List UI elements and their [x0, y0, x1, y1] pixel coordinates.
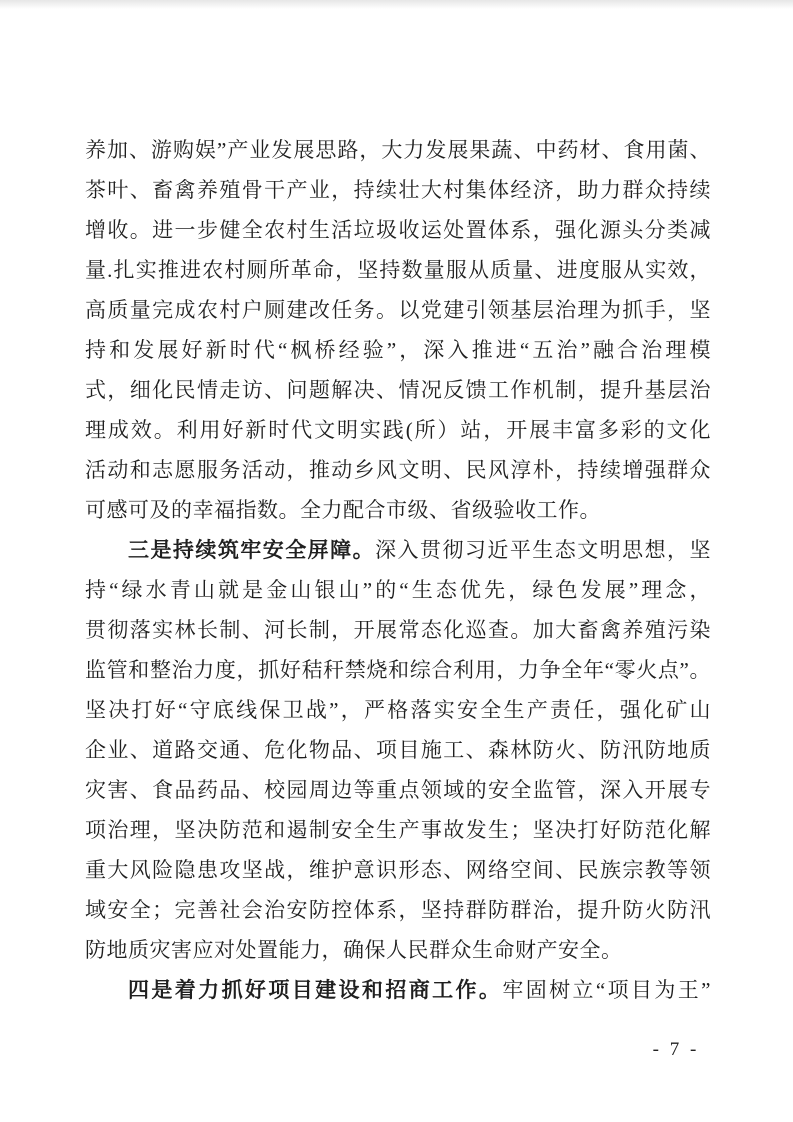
text-line [85, 690, 711, 730]
text-run: 式，细化民情走访、问题解决、情况反馈工作机制，提升基层治 [85, 378, 711, 402]
text-run: 重大风险隐患攻坚战，维护意识形态、网络空间、民族宗教等领 [85, 858, 711, 882]
text-line [85, 210, 711, 250]
text-line [85, 610, 711, 650]
text-run: 域安全；完善社会治安防控体系，坚持群防群治，提升防火防汛 [85, 898, 711, 922]
text-run: 增收。进一步健全农村生活垃圾收运处置体系，强化源头分类减 [85, 218, 711, 242]
text-run: 量.扎实推进农村厕所革命，坚持数量服从质量、进度服从实效， [85, 258, 711, 282]
text-line [85, 730, 711, 770]
text-line [85, 370, 711, 410]
text-run: 持和发展好新时代“枫桥经验”，深入推进“五治”融合治理模 [85, 338, 711, 362]
text-run: 坚决打好“守底线保卫战”，严格落实安全生产责任，强化矿山 [85, 698, 711, 722]
text-line [85, 850, 711, 890]
text-run: 高质量完成农村户厕建改任务。以党建引领基层治理为抓手，坚 [85, 298, 711, 322]
text-line [85, 410, 711, 450]
text-run: 项治理，坚决防范和遏制安全生产事故发生；坚决打好防范化解 [85, 818, 711, 842]
text-run: 牢固树立“项目为王” [502, 978, 711, 1002]
text-line [85, 970, 711, 1010]
text-line [85, 450, 711, 490]
text-run: 养加、游购娱”产业发展思路，大力发展果蔬、中药材、食用菌、 [85, 138, 711, 162]
text-run: 灾害、食品药品、校园周边等重点领域的安全监管，深入开展专 [85, 778, 711, 802]
text-run: 深入贯彻习近平生态文明思想，坚 [375, 538, 711, 562]
text-line [85, 490, 711, 530]
text-line [85, 890, 711, 930]
document-body [85, 130, 711, 1010]
text-run: 理成效。利用好新时代文明实践(所）站，开展丰富多彩的文化 [85, 418, 711, 442]
text-line [85, 650, 711, 690]
text-run: 持“绿水青山就是金山银山”的“生态优先，绿色发展”理念， [85, 578, 711, 602]
text-line [85, 330, 711, 370]
text-run: 活动和志愿服务活动，推动乡风文明、民风淳朴，持续增强群众 [85, 458, 711, 482]
text-run: 监管和整治力度，抓好秸秆禁烧和综合利用，力争全年“零火点”。 [85, 658, 711, 682]
page-number: - 7 - [652, 1039, 700, 1060]
text-line [85, 170, 711, 210]
text-line [85, 130, 711, 170]
text-run: 企业、道路交通、危化物品、项目施工、森林防火、防汛防地质 [85, 738, 711, 762]
text-line [85, 290, 711, 330]
text-run: 贯彻落实林长制、河长制，开展常态化巡查。加大畜禽养殖污染 [85, 618, 711, 642]
text-run: 防地质灾害应对处置能力，确保人民群众生命财产安全。 [85, 938, 623, 962]
text-line [85, 250, 711, 290]
text-line [85, 810, 711, 850]
scan-artifact-top-edge [0, 0, 793, 9]
text-line [85, 570, 711, 610]
text-run: 可感可及的幸福指数。全力配合市级、省级验收工作。 [85, 498, 601, 522]
text-line [85, 530, 711, 570]
text-line [85, 930, 711, 970]
text-line [85, 770, 711, 810]
paragraph-lead-emphasis: 三是持续筑牢安全屏障。 [128, 538, 376, 562]
paragraph-lead-emphasis: 四是着力抓好项目建设和招商工作。 [128, 978, 503, 1002]
text-run: 茶叶、畜禽养殖骨干产业，持续壮大村集体经济，助力群众持续 [85, 178, 711, 202]
